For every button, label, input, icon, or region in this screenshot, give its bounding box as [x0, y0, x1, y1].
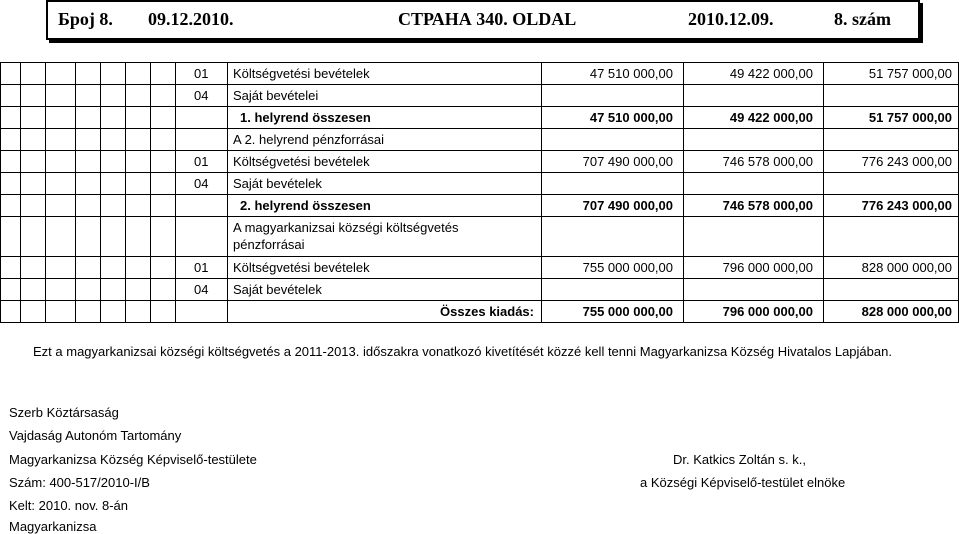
- table-rule: [0, 172, 959, 173]
- signer-name: Dr. Katkics Zoltán s. k.,: [673, 452, 806, 467]
- row-label: Összes kiadás:: [440, 304, 534, 319]
- row-label: Költségvetési bevételek: [233, 260, 370, 275]
- row-label: Saját bevételei: [233, 88, 319, 103]
- publication-note: Ezt a magyarkanizsai községi költségvetés a 2011-2013. időszakra vonatkozó kivetítését közzé kell tenni Magyarkanizsa Község Hivatalos Lapjában.: [33, 344, 892, 359]
- table-column-rule: [20, 62, 21, 322]
- issue-number: Број 8.: [58, 9, 113, 29]
- value-2012: 49 422 000,00: [729, 110, 813, 125]
- row-label: A magyarkanizsai községi költségvetés: [233, 220, 459, 235]
- value-2012: 796 000 000,00: [722, 260, 813, 275]
- row-code: 01: [194, 154, 209, 169]
- value-2011: 755 000 000,00: [582, 260, 673, 275]
- value-2011: 707 490 000,00: [582, 198, 673, 213]
- table-column-rule: [175, 62, 176, 322]
- table-column-rule: [45, 62, 46, 322]
- value-2012: 796 000 000,00: [722, 304, 813, 319]
- table-column-rule: [150, 62, 151, 322]
- table-column-rule: [125, 62, 126, 322]
- table-rule: [0, 216, 959, 217]
- table-rule: [0, 322, 959, 323]
- row-label: Saját bevételek: [233, 176, 322, 191]
- table-column-rule: [100, 62, 101, 322]
- row-code: 01: [194, 66, 209, 81]
- issue-date: 09.12.2010.: [148, 9, 234, 29]
- value-2013: 51 757 000,00: [868, 66, 952, 81]
- table-rule: [0, 300, 959, 301]
- table-rule: [0, 106, 959, 107]
- table-rule: [0, 62, 959, 63]
- issue-number-hu: 8. szám: [834, 9, 891, 29]
- issue-date-hu: 2010.12.09.: [688, 9, 774, 29]
- table-rule: [0, 128, 959, 129]
- row-label: Saját bevételek: [233, 282, 322, 297]
- value-2011: 47 510 000,00: [589, 110, 673, 125]
- value-2012: 746 578 000,00: [722, 198, 813, 213]
- row-label: Költségvetési bevételek: [233, 66, 370, 81]
- value-2013: 51 757 000,00: [868, 110, 952, 125]
- row-code: 04: [194, 176, 209, 191]
- value-2011: 47 510 000,00: [589, 66, 673, 81]
- footer-line: Kelt: 2010. nov. 8-án: [9, 498, 129, 513]
- page-number: СТРАНА 340. OLDAL: [398, 9, 577, 29]
- table-column-rule: [227, 62, 228, 322]
- row-label: 1. helyrend összesen: [240, 110, 371, 125]
- value-2012: 746 578 000,00: [722, 154, 813, 169]
- table-rule: [0, 256, 959, 257]
- table-rule: [0, 84, 959, 85]
- page-header: [46, 0, 920, 40]
- table-column-rule: [683, 62, 684, 322]
- value-2013: 776 243 000,00: [861, 154, 952, 169]
- row-label: A 2. helyrend pénzforrásai: [233, 132, 385, 147]
- value-2011: 755 000 000,00: [582, 304, 673, 319]
- value-2013: 776 243 000,00: [861, 198, 952, 213]
- signer-title: a Községi Képviselő-testület elnöke: [640, 475, 846, 490]
- value-2013: 828 000 000,00: [861, 260, 952, 275]
- table-column-rule: [0, 62, 1, 322]
- table-rule: [0, 194, 959, 195]
- footer-line: Szerb Köztársaság: [9, 405, 119, 420]
- footer-line: Magyarkanizsa Község Képviselő-testülete: [9, 452, 257, 467]
- value-2012: 49 422 000,00: [729, 66, 813, 81]
- table-column-rule: [75, 62, 76, 322]
- footer-line: Magyarkanizsa: [9, 519, 97, 534]
- footer-line: Szám: 400-517/2010-I/B: [9, 475, 150, 490]
- row-code: 01: [194, 260, 209, 275]
- row-label-cont: pénzforrásai: [233, 237, 305, 252]
- row-label: Költségvetési bevételek: [233, 154, 370, 169]
- table-rule: [0, 278, 959, 279]
- value-2013: 828 000 000,00: [861, 304, 952, 319]
- row-code: 04: [194, 88, 209, 103]
- table-column-rule: [823, 62, 824, 322]
- value-2011: 707 490 000,00: [582, 154, 673, 169]
- row-code: 04: [194, 282, 209, 297]
- table-column-rule: [541, 62, 542, 322]
- footer-line: Vajdaság Autonóm Tartomány: [9, 428, 182, 443]
- row-label: 2. helyrend összesen: [240, 198, 371, 213]
- table-rule: [0, 150, 959, 151]
